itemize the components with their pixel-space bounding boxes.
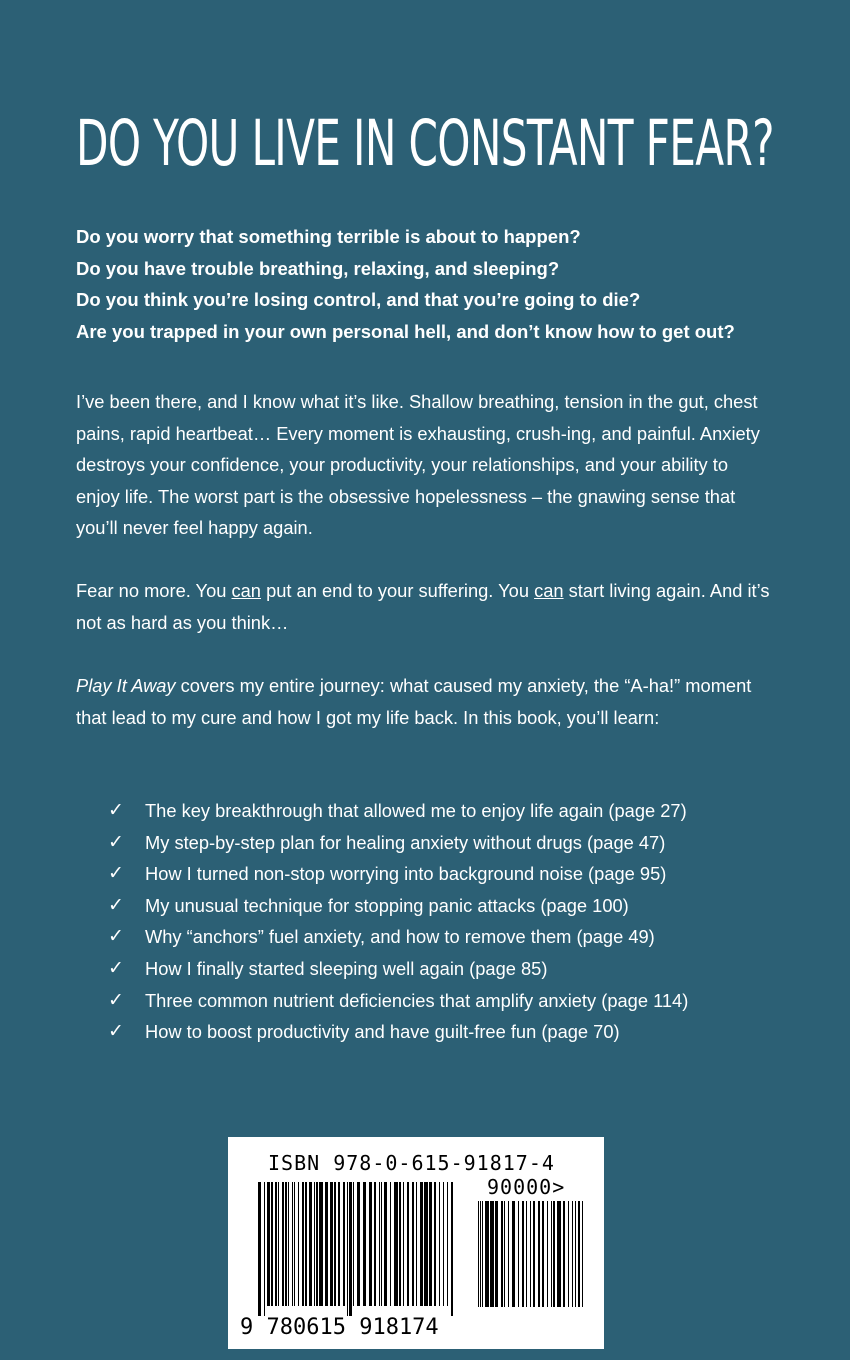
paragraph-experience: I’ve been there, and I know what it’s like. Shallow breathing, tension in the gut, chest pains, rapid heartbeat… Every moment is exhausting, crush-ing, and painful. Anxiety destroys your confidence, your productivity, your relationships, and your ability to enjoy life. The worst part is the obsessive hopelessness – the gnawing sense that you’ll never feel happy again. [76, 391, 760, 538]
barcode-bar [412, 1182, 414, 1306]
barcode-bar [278, 1182, 279, 1306]
barcode-bar [582, 1201, 583, 1307]
checkmark-icon: ✓ [108, 862, 124, 885]
checkmark-icon: ✓ [108, 799, 124, 821]
barcode-bar [282, 1182, 284, 1306]
barcode-bar [512, 1201, 515, 1307]
barcode-digits: 9 780615 918174 [240, 1315, 439, 1340]
barcode-bar [325, 1182, 328, 1306]
barcode-bar [267, 1182, 270, 1306]
barcode-bar [568, 1201, 569, 1307]
barcode-bar [416, 1182, 417, 1306]
barcode-bar [381, 1182, 382, 1306]
checklist-text: The key breakthrough that allowed me to enjoy life again (page 27) [145, 800, 687, 821]
isbn-barcode [228, 1137, 604, 1349]
checklist-item [108, 890, 808, 922]
barcode-bar [275, 1182, 277, 1306]
barcode-bar [578, 1201, 580, 1307]
barcode-bar [330, 1182, 333, 1306]
barcode-bar [434, 1182, 436, 1306]
barcode-bar [384, 1182, 387, 1306]
barcode-bar [394, 1182, 398, 1306]
learning-checklist [108, 795, 808, 1048]
barcode-bar [407, 1182, 409, 1306]
barcode-bar [288, 1182, 289, 1306]
checklist-text: How to boost productivity and have guilt-free fun (page 70) [145, 1021, 620, 1043]
barcode-bar [305, 1182, 307, 1306]
paragraph-text: put an end to your suffering. You [260, 580, 535, 601]
checkmark-icon: ✓ [108, 830, 124, 853]
paragraph-fear-no-more [76, 575, 776, 638]
checklist-text: How I finally started sleeping well again (page 85) [145, 957, 548, 979]
barcode-bar [485, 1201, 489, 1307]
barcode-bar [429, 1182, 432, 1306]
barcode-bar [447, 1182, 448, 1306]
question-item: Do you think you’re losing control, and that you’re going to die? [76, 289, 641, 310]
barcode-bar [302, 1182, 304, 1306]
emphasis-can: can [534, 580, 564, 601]
checkmark-icon: ✓ [108, 893, 124, 916]
checklist-text: Why “anchors” fuel anxiety, and how to remove them (page 49) [145, 926, 655, 948]
barcode-bar [298, 1182, 299, 1306]
barcode-bar [482, 1201, 483, 1307]
emphasis-can: can [231, 580, 261, 601]
checklist-text: How I turned non-stop worrying into background noise (page 95) [145, 863, 667, 885]
barcode-bar [557, 1201, 561, 1307]
barcode-bar [420, 1182, 423, 1306]
checkmark-icon: ✓ [108, 956, 124, 979]
barcode-bar [443, 1182, 444, 1306]
isbn-label: ISBN 978-0-615-91817-4 [268, 1151, 555, 1175]
barcode-bar [314, 1182, 315, 1306]
checkmark-icon: ✓ [108, 1020, 124, 1043]
checklist-text: Three common nutrient deficiencies that amplify anxiety (page 114) [145, 989, 689, 1011]
checklist-item [108, 1016, 808, 1048]
question-item: Do you worry that something terrible is about to happen? [76, 226, 581, 247]
checklist-item [108, 795, 808, 827]
barcode-bar [501, 1201, 503, 1307]
barcode-bar [271, 1182, 273, 1306]
checklist-text: My step-by-step plan for healing anxiety without drugs (page 47) [145, 831, 666, 853]
barcode-bar [264, 1182, 265, 1316]
paragraph-text: start living again. And it’s not as hard as you think… [76, 580, 770, 633]
barcode-bar [347, 1182, 348, 1316]
barcode-bar [526, 1201, 527, 1307]
barcode-bar [439, 1182, 440, 1306]
barcode-bar [478, 1201, 479, 1307]
barcode-bar [533, 1201, 535, 1307]
barcode-bar [518, 1201, 519, 1307]
barcode-bar [374, 1182, 376, 1306]
barcode-bar [390, 1182, 391, 1306]
paragraph-book-intro [76, 670, 776, 733]
question-list [76, 221, 816, 347]
barcode-bar [495, 1201, 498, 1307]
barcode-bars [258, 1182, 458, 1316]
checklist-item [108, 858, 808, 890]
question-item: Are you trapped in your own personal hell, and don’t know how to get out? [76, 320, 735, 342]
barcode-bar [258, 1182, 261, 1316]
barcode-bar [285, 1182, 287, 1306]
barcode-bar [369, 1182, 372, 1306]
barcode-bar [451, 1182, 453, 1316]
barcode-bar [572, 1201, 573, 1307]
barcode-bar [508, 1201, 509, 1307]
barcode-bar [424, 1182, 428, 1306]
checklist-item [108, 985, 808, 1017]
barcode-bar [343, 1182, 345, 1306]
barcode-bar [522, 1201, 524, 1307]
barcode-bar [490, 1201, 494, 1307]
barcode-bar [349, 1182, 352, 1316]
question-item: Do you have trouble breathing, relaxing, and sleeping? [76, 257, 560, 279]
paragraph-text: Fear no more. You [76, 580, 232, 601]
book-title: Play It Away [76, 675, 176, 696]
headline: DO YOU LIVE IN CONSTANT FEAR? [76, 107, 774, 180]
barcode-bar [399, 1182, 401, 1306]
checkmark-icon: ✓ [108, 925, 124, 948]
checklist-item [108, 953, 808, 985]
checklist-item [108, 921, 808, 953]
barcode-bar [316, 1182, 318, 1306]
checklist-item [108, 827, 808, 859]
barcode-bar [551, 1201, 552, 1307]
barcode-bar [319, 1182, 323, 1306]
barcode-bar [403, 1182, 404, 1306]
barcode-bar [363, 1182, 366, 1306]
barcode-bar [338, 1182, 340, 1306]
price-code: 90000> [487, 1175, 566, 1199]
barcode-bar [542, 1201, 544, 1307]
barcode-bar [309, 1182, 312, 1306]
barcode-bar [480, 1201, 481, 1307]
checklist-text: My unusual technique for stopping panic attacks (page 100) [145, 894, 629, 916]
barcode-bar [553, 1201, 555, 1307]
barcode-bar [563, 1201, 565, 1307]
barcode-bar [379, 1182, 380, 1306]
barcode-bar [547, 1201, 548, 1307]
addon-barcode-bars [478, 1201, 588, 1317]
paragraph-text: covers my entire journey: what caused my anxiety, the “A-ha!” moment that lead to my cure and how I got my life back. In this book, you’ll learn: [76, 675, 752, 728]
barcode-bar [538, 1201, 540, 1307]
checkmark-icon: ✓ [108, 988, 124, 1011]
barcode-bar [292, 1182, 293, 1306]
barcode-bar [334, 1182, 336, 1306]
barcode-bar [530, 1201, 531, 1307]
barcode-bar [353, 1182, 354, 1306]
barcode-bar [294, 1182, 295, 1306]
barcode-bar [504, 1201, 505, 1307]
barcode-bar [357, 1182, 360, 1306]
barcode-bar [575, 1201, 576, 1307]
